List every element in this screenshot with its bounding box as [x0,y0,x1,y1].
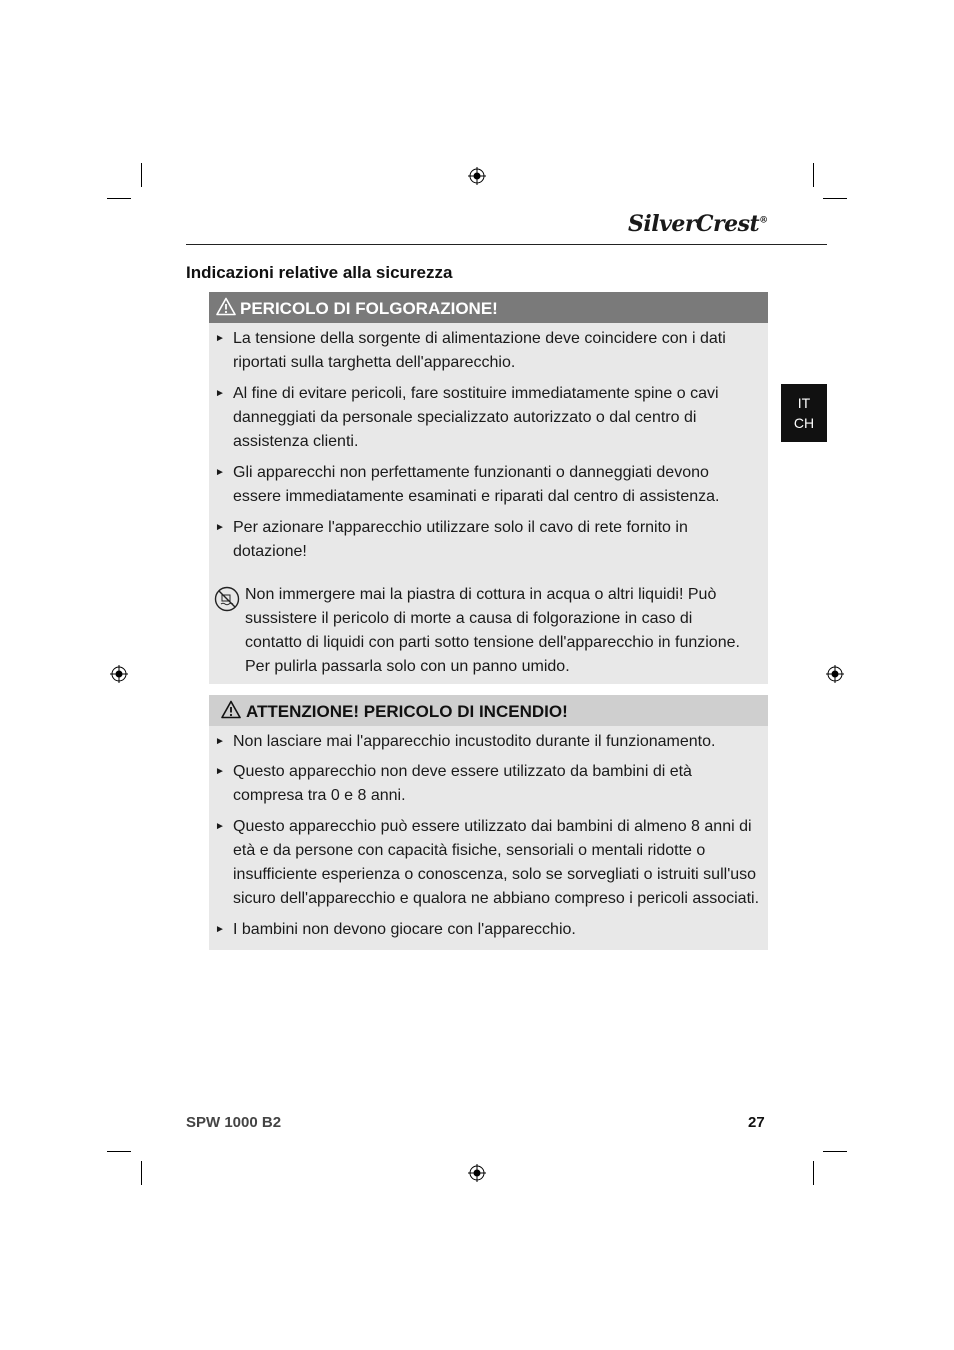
header-rule [186,244,827,245]
language-code: IT [797,395,811,411]
bullet-arrow-icon: ► [215,736,225,747]
bullet-arrow-icon: ► [215,766,225,777]
bullet-arrow-icon: ► [215,821,225,832]
list-item-text: Questo apparecchio non deve essere utilizzato da bambini di età compresa tra 0 e 8 anni. [233,763,692,804]
warning-title: PERICOLO DI FOLGORAZIONE! [240,299,498,318]
list-item [215,516,723,564]
registration-mark-icon [110,665,128,683]
list-item [215,327,753,375]
warning-header [209,695,768,726]
list-item-text: Questo apparecchio può essere utilizzato dai bambini di almeno 8 anni di età e da persone con capacità fisiche, sensoriali o mentali ridotte o insufficiente esperienza o conoscenza, solo se sorvegliati o istruiti sull'uso sicuro dell'apparecchio e qualora ne abbiano compreso i pericoli associati. [233,818,760,907]
section-title: Indicazioni relative alla sicurezza [186,263,453,282]
list-item [215,382,745,454]
warning-title: ATTENZIONE! PERICOLO DI INCENDIO! [246,702,568,721]
brand-logo-text: SilverCrest [628,211,760,237]
crop-mark [823,198,847,199]
language-tab [781,384,827,442]
crop-mark [813,163,814,187]
immersion-note: Non immergere mai la piastra di cottura in acqua o altri liquidi! Può sussistere il pericolo di morte a causa di folgorazione in caso di contatto di liquidi con parti sotto tensione dell'apparecchio in funzione. Per pulirla passarla solo con un panno umido. [245,586,740,675]
brand-logo [628,211,768,241]
bullet-arrow-icon: ► [215,467,225,478]
electric-shock-warning-box [209,292,768,684]
crop-mark [107,198,131,199]
warning-triangle-icon [216,297,236,316]
registration-mark-icon [468,167,486,185]
list-item-text: Per azionare l'apparecchio utilizzare solo il cavo di rete fornito in dotazione! [233,519,688,560]
page-number: 27 [748,1114,765,1131]
do-not-immerse-icon [214,586,240,612]
registered-mark: ® [759,215,768,226]
list-item-text: La tensione della sorgente di alimentazione deve coincidere con i dati riportati sulla targhetta dell'apparecchio. [233,330,726,371]
warning-header [209,292,768,323]
crop-mark [823,1151,847,1152]
fire-hazard-warning-box [209,695,768,950]
registration-mark-icon [826,665,844,683]
warning-triangle-icon [221,700,241,719]
list-item-text: Gli apparecchi non perfettamente funzionanti o danneggiati devono essere immediatamente esaminati e riparati dal centro di assistenza. [233,464,720,505]
bullet-arrow-icon: ► [215,388,225,399]
list-item [215,918,758,942]
crop-mark [141,163,142,187]
bullet-arrow-icon: ► [215,333,225,344]
list-item-text: Non lasciare mai l'apparecchio incustodito durante il funzionamento. [233,733,716,750]
crop-mark [813,1161,814,1185]
footer-model-number: SPW 1000 B2 [186,1114,282,1131]
registration-mark-icon [468,1164,486,1182]
list-item-text: Al fine di evitare pericoli, fare sostituire immediatamente spine o cavi danneggiati da personale specializzato autorizzato o dal centro di assistenza clienti. [233,385,719,450]
bullet-arrow-icon: ► [215,522,225,533]
list-item [215,760,755,808]
list-item [215,730,758,754]
crop-mark [141,1161,142,1185]
bullet-arrow-icon: ► [215,924,225,935]
crop-mark [107,1151,131,1152]
list-item-text: I bambini non devono giocare con l'apparecchio. [233,921,576,938]
list-item [215,461,743,509]
list-item [215,815,763,911]
language-code: CH [793,415,815,431]
